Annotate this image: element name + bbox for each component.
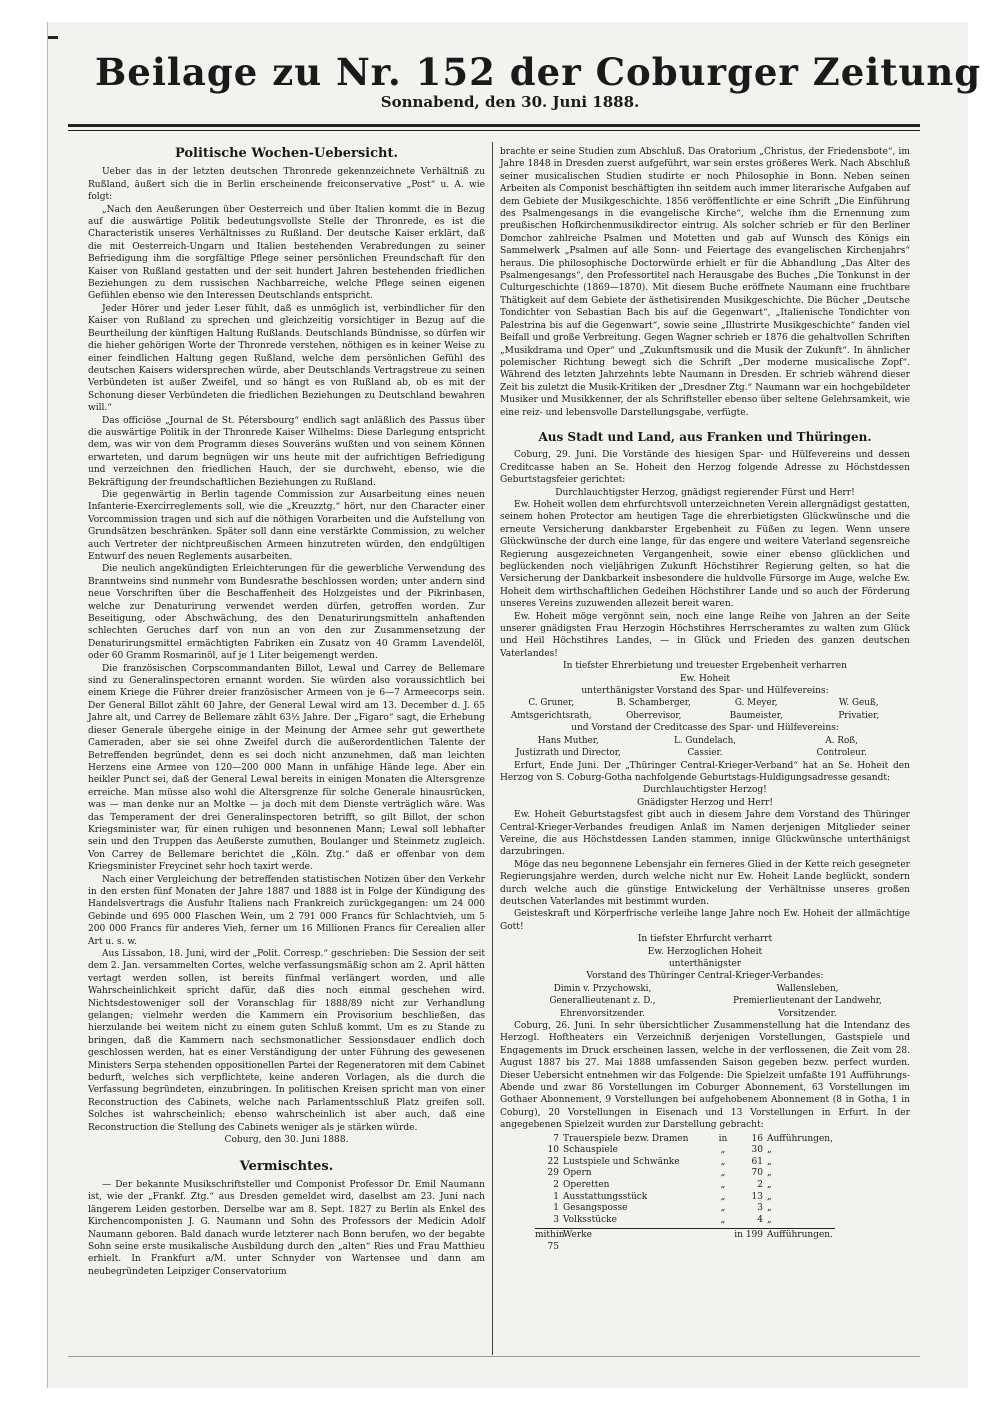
- stats-unit: „: [767, 1145, 772, 1156]
- signature-title: Justizrath und Director,: [515, 748, 621, 759]
- address-closing: In tiefster Ehrfurcht verharrt: [637, 934, 773, 945]
- article-paragraph: Nach einer Vergleichung der betreffenden statistischen Notizen über den Verkehr in den ersten fünf Monaten der Jahre 1887 und 1888 ist in Folge der Kündigung des Handelsvertrags die Ausfuhr Italiens nach Frankreich zurückgegangen: um 24 000 Gebinde und 695 000 Flaschen Wein, um 2 791 000 Francs für Schlachtvieh, um 5 200 000 Francs für anderes Vieh, ferner um 16 Millionen Francs für Cerealien aller Art u. s. w.: [88, 874, 485, 947]
- address-paragraph: Möge das neu begonnene Lebensjahr ein ferneres Glied in der Kette reich gesegneter Regierungsjahre werden, durch welche nicht nur Ew. Hoheit Lande beglückt, sondern durch welche auch die günstige Entwickelung der Verhältnisse unseres großen deutschen Vaterlandes mit bestimmt wurden.: [500, 859, 910, 907]
- signature-name: Wallensleben,: [776, 983, 839, 994]
- stats-genre: Gesangsposse: [563, 1203, 628, 1214]
- supplement-title: Beilage zu Nr. 152 der Coburger Zeitung: [95, 50, 982, 94]
- header-rule-thin: [68, 130, 920, 131]
- stats-genre: Operetten: [563, 1180, 610, 1191]
- stats-unit: Aufführungen,: [767, 1133, 833, 1144]
- signature-title: Ehrenvorsitzender.: [560, 1008, 645, 1019]
- signature-title: Vorsitzender.: [778, 1008, 837, 1019]
- stats-count: 3: [553, 1214, 559, 1225]
- signature-title: Oberrevisor,: [626, 710, 682, 721]
- signature-title: Premierlieutenant der Landwehr,: [733, 996, 882, 1007]
- column-right: [500, 146, 910, 1254]
- stats-unit: „: [767, 1203, 772, 1214]
- stats-sep: „: [720, 1145, 726, 1156]
- stats-genre: Schauspiele: [563, 1145, 618, 1156]
- stats-sep: „: [720, 1214, 726, 1225]
- article-paragraph: Ueber das in der letzten deutschen Thronrede gekennzeichnete Verhältniß zu Rußland, äußert sich die in Berlin erscheinende freiconservative „Post“ u. A. wie folgt:: [88, 167, 485, 203]
- stats-performances: in 199: [734, 1230, 763, 1241]
- signature-name: B. Schamberger,: [616, 698, 691, 709]
- stats-unit: „: [767, 1214, 772, 1225]
- article-paragraph: Das officiöse „Journal de St. Pétersbourg“ endlich sagt anläßlich des Passus über die auswärtige Politik in der Thronrede Kaiser Wilhelms: Diese Darlegung entspricht dem, was wir von dem Programm dieses Souveräns wußten und von seinem Können erwarteten, und darum begnügen wir uns heute mit der aufrichtigen Befriedigung und verzeichnen den friedlichen Hauch, der sie durchweht, ebenso, wie die Bekräftigung der freundschaftlichen Beziehungen zu Rußland.: [88, 415, 485, 488]
- stats-performances: 3: [757, 1203, 763, 1214]
- section-heading-politics: Politische Wochen-Uebersicht.: [174, 146, 399, 161]
- stats-count: mithin 75: [535, 1230, 565, 1253]
- stats-unit: „: [767, 1156, 772, 1167]
- article-paragraph: Aus Lissabon, 18. Juni, wird der „Polit. Corresp.“ geschrieben: Die Session der seit dem 2. Jan. versammelten Cortes, welche verfassungsmäßig schon am 2. April hätten vertagt werden sollen, ist bereits fünfmal verlängert worden, und alle Wahrscheinlichkeit spricht dafür, daß dies noch einmal geschehen wird. Nichtsdestoweniger soll der Voranschlag für 1888/89 nicht zur Verhandlung gelangen; vielmehr werden die Kammern ein Provisorium beschließen, das hierzulande bei weitem nicht zu einem guten Schluß kommt. Um es zu Stande zu bringen, daß die Kammern nach sechsmonatlicher Sessionsdauer endlich doch geschlossen werden, hat es einer Verständigung der unter Führung des gewesenen Ministers Serpa stehenden oppositionellen Partei der Regeneratoren mit dem Cabinet bedurft, welches sich verpflichtete, keine anderen Vorlagen, als die durch die Verfassung begründeten, einzubringen. In politischen Kreisen spricht man von einer Reconstruction des Cabinets, welche nach Parlamentsschluß Platz greifen soll. Solches ist wahrscheinlich; ebenso wahrscheinlich ist aber auch, daß eine Reconstruction die Stellung des Cabinets weniger als je stärken würde.: [88, 949, 485, 1133]
- stats-sep: „: [720, 1156, 726, 1167]
- stats-sep: [713, 1230, 733, 1253]
- section-heading-misc: Vermischtes.: [239, 1158, 334, 1174]
- article-paragraph: Jeder Hörer und jeder Leser fühlt, daß es unmöglich ist, verbindlicher für den Kaiser von Rußland zu sprechen und gleichzeitig vorsichtiger in Bezug auf die Beurtheilung der künftigen Haltung Rußlands. Deutschlands Bündnisse, so dürfen wir die hieher gehörigen Worte der Thronrede verstehen, nöthigen es in keiner Weise zu einer feindlichen Haltung gegen Rußland, welche dem persönlichen Gefühl des deutschen Kaisers widersprechen würde, aber Deutschlands Vertragstreue zu seinen Verbündeten ist außer Zweifel, und so hängt es von Rußland ab, ob es mit der Schonung dieser Verbündeten die friedlichen Beziehungen zu Deutschland bewahren will.“: [88, 303, 485, 414]
- stats-performances: 4: [757, 1214, 763, 1225]
- signature-name: L. Gundelach,: [673, 735, 737, 746]
- stats-unit: „: [767, 1168, 772, 1179]
- stats-performances: 61: [751, 1156, 763, 1167]
- stats-unit: „: [767, 1180, 772, 1191]
- article-paragraph: Die französischen Corpscommandanten Billot, Lewal und Carrey de Bellemare sind zu Generalinspectoren ernannt worden. Sie würden also voraussichtlich bei einem Kriege die Führer dreier französischer Armeen von je 6—7 Armeecorps sein. Der General Billot zählt 60 Jahre, der General Lewal wird am 13. December d. J. 65 Jahre alt, und Carrey de Bellemare zählt 63½ Jahre. Der „Figaro“ sagt, die Erhebung dieser Generale übergehe einige in der Meinung der Armee sehr gut gewerthete Cameraden, aber sie sei ohne Zweifel durch die außerordentlichen Talente der Betreffenden begründet, denn es sei doch nicht anzunehmen, daß man leichten Herzens eine Armee von 120—200 000 Mann in unfähige Hände lege. Aber ein heikler Punct sei, daß der General Lewal bereits in einigen Monaten die Altersgrenze erreiche. Man müsse also wohl die Altersgrenze für solche Generale hinausrücken, was — man denke nur an Moltke — ja doch mit dem Dienste verträglich wäre. Was das Temperament der drei Generalinspectoren betrifft, so gilt Billot, der schon Kriegsminister war, für einen ruhigen und besonnenen Mann; Lewal soll lebhafter sein und den Truppen das Aeußerste zumuthen, Boulanger und Steinmetz zugleich. Von Carrey de Bellemare berichtet die „Köln. Ztg.“ daß er offenbar von dem Kriegsminister Freycinet sehr hoch taxirt werde.: [88, 663, 485, 873]
- signature-title: Baumeister,: [729, 710, 783, 721]
- signature-block: [500, 983, 910, 1020]
- stats-total-row: [535, 1228, 835, 1253]
- stats-count: 10: [547, 1145, 559, 1156]
- address-paragraph: Ew. Hoheit Geburtstagsfest gibt auch in diesem Jahre dem Vorstand des Thüringer Central-Krieger-Verbandes freudigen Anlaß im Namen derjenigen Mitglieder seiner Vereine, die aus Höchstdessen Landen stammen, innige Glückwünsche unterthänigst darzubringen.: [500, 810, 910, 858]
- stats-unit: Aufführungen.: [767, 1230, 833, 1241]
- theatre-report: Coburg, 26. Juni. In sehr übersichtlicher Zusammenstellung hat die Intendanz des Herzogl. Hoftheaters ein Verzeichniß derjenigen Vorstellungen, Gastspiele und Engagements im Druck erscheinen lassen, welche in der verflossenen, die Zeit vom 28. August 1887 bis 27. Mai 1888 umfassenden Saison gegeben bezw. perfect wurden. Dieser Uebersicht entnehmen wir das Folgende: Die Spielzeit umfaßte 191 Aufführungs-Abende und zwar 86 Vorstellungen im Coburger Abonnement, 63 Vorstellungen im Gothaer Abonnement, 9 Vorstellungen bei aufgehobenem Abonnement (8 in Gotha, 1 in Coburg), 20 Vorstellungen in Eisenach und 13 Vorstellungen in Erfurt. In der angegebenen Spielzeit wurden zur Darstellung gebracht:: [500, 1021, 910, 1131]
- stats-unit: „: [767, 1191, 772, 1202]
- signature-name: Hans Muther,: [537, 735, 599, 746]
- stats-performances: 16: [751, 1133, 763, 1144]
- signature-block: [500, 735, 910, 760]
- address-closing: und Vorstand der Creditcasse des Spar- und Hülfevereins:: [571, 723, 839, 734]
- stats-count: 2: [553, 1180, 559, 1191]
- signature-title: Generallieutenant z. D.,: [549, 996, 656, 1007]
- section-heading-regional: Aus Stadt und Land, aus Franken und Thüringen.: [538, 429, 872, 444]
- address-closing: In tiefster Ehrerbietung und treuester Ergebenheit verharren: [563, 661, 847, 672]
- stats-row: [535, 1168, 835, 1180]
- stats-sep: „: [720, 1180, 726, 1191]
- stats-performances: 70: [751, 1168, 763, 1179]
- address-closing: Vorstand des Thüringer Central-Krieger-Verbandes:: [586, 971, 824, 982]
- signature-title: Controleur.: [816, 748, 867, 759]
- stats-row: [535, 1215, 835, 1227]
- stats-row: [535, 1192, 835, 1204]
- signature-name: W. Geuß,: [838, 698, 879, 709]
- address-closing: unterthänigster Vorstand des Spar- und Hülfevereins:: [581, 686, 829, 697]
- signature-title: Privatier,: [838, 710, 880, 721]
- stats-genre: Opern: [563, 1168, 592, 1179]
- article-paragraph: „Nach den Aeußerungen über Oesterreich und über Italien kommt die in Bezug auf die auswärtige Politik bedeutungsvollste Stelle der Thronrede, es ist die Characteristik unseres Verhältnisses zu Rußland. Der deutsche Kaiser erklärt, daß die mit Oesterreich-Ungarn und Italien bestehenden Verabredungen zu seiner Befriedigung ihm die sorgfältige Pflege seiner persönlichen Freundschaft für den Kaiser von Rußland gestatten und der seit hundert Jahren bestehenden friedlichen Beziehungen zu dem russischen Nachbarreiche, welche Pflege seinen eigenen Gefühlen ebenso wie den Interessen Deutschlands entspricht.: [88, 204, 485, 302]
- stats-genre: Ausstattungsstück: [563, 1191, 648, 1202]
- address-closing: Ew. Herzoglichen Hoheit: [647, 946, 763, 957]
- stats-sep: in: [718, 1133, 728, 1144]
- stats-count: 1: [553, 1203, 559, 1214]
- stats-sep: „: [720, 1203, 726, 1214]
- misc-continuation: brachte er seine Studien zum Abschluß. Das Oratorium „Christus, der Friedensbote“, im Jahre 1848 in Dresden zuerst aufgeführt, war sein erstes größeres Werk. Nach Abschluß seiner musicalischen Studien studirte er noch Philosophie in Bonn. Neben seinen Arbeiten als Componist beschäftigten ihn seitdem auch immer literarische Aufgaben auf dem Gebiete der Musikgeschichte. 1856 veröffentlichte er eine Schrift „Die Einführung des Psalmengesangs in die evangelische Kirche“, welche ihm die Ernennung zum preußischen Hofkirchenmusikdirector eintrug. Als solcher schrieb er für den Berliner Domchor zahlreiche Psalmen und Motetten und gab auf Wunsch des Königs ein Sammelwerk „Psalmen auf alle Sonn- und Feiertage des evangelischen Kirchenjahrs“ heraus. Die philosophische Doctorwürde erhielt er für die Abhandlung „Das Alter des Psalmengesangs“, den Professortitel nach Herausgabe des Buches „Die Tonkunst in der Culturgeschichte (1869—1870). Mit diesem Buche eröffnete Naumann eine fruchtbare Thätigkeit auf dem Gebiete der ästhetisirenden Musikgeschichte. Die Bücher „Deutsche Tondichter von Sebastian Bach bis auf die Gegenwart“, „Italienische Tondichter von Palestrina bis auf die Gegenwart“, sowie seine „Illustrirte Musikgeschichte“ fanden viel Beifall und große Verbreitung. Gegen Wagner schrieb er 1876 die gehaltvollen Schriften „Musikdrama und Oper“ und „Zukunftsmusik und die Musik der Zukunft“. In ähnlicher polemischer Richtung bewegt sich die Schrift „Der moderne musicalische Zopf“. Während des letzten Jahrzehnts lebte Naumann in Dresden. Er schrieb während dieser Zeit bis zuletzt die Musik-Kritiken der „Dresdner Ztg.“ Naumann war ein hochgebildeter Musiker und Musikkenner, der als Schriftsteller ebenso über seltene Gelehrsamkeit, wie eine reiz- und lebensvolle Darstellungsgabe, verfügte.: [500, 147, 910, 418]
- erfurt-report: Erfurt, Ende Juni. Der „Thüringer Central-Krieger-Verband“ hat an Se. Hoheit den Herzog von S. Coburg-Gotha nachfolgende Geburtstags-Huldigungsadresse gesandt:: [500, 760, 910, 783]
- theatre-stats-table: [535, 1134, 835, 1254]
- stats-count: 22: [547, 1156, 559, 1167]
- article-paragraph: Die gegenwärtig in Berlin tagende Commission zur Ausarbeitung eines neuen Infanterie-Exercirreglements soll, wie die „Kreuzztg.“ hört, nur den Character einer Vorcommission tragen und sich auf die nöthigen Vorarbeiten und die Aufstellung von Grundsätzen beschränken. Später soll dann eine verstärkte Commission, zu welcher auch Vertreter der nichtpreußischen Armeen hinzutreten würden, den endgültigen Entwurf des neuen Reglements ausarbeiten.: [88, 489, 485, 562]
- address-paragraph: Ew. Hoheit wollen dem ehrfurchtsvoll unterzeichneten Verein allergnädigst gestatten, seinem hohen Protector am heutigen Tage die ehrerbietigsten Glückwünsche und die erneute Versicherung dankbarster Ergebenheit zu Füßen zu legen. Wenn unsere Glückwünsche der durch eine lange, für das engere und weitere Vaterland segensreiche Regierung ausgezeichneten Vergangenheit, sowie einer ebenso glücklichen und beglückenden noch vieljährigen Zukunft Höchstihrer Regierung gelten, so hat die Versicherung der Dankbarkeit insbesondere die huldvolle Fürsorge im Auge, welche Ew. Hoheit dem wirthschaftlichen Gedeihen Höchstihrer Lande und so auch der Förderung unseres Vereins zuzuwenden allezeit bereit waren.: [500, 499, 910, 610]
- stats-genre: Lustspiele und Schwänke: [563, 1156, 680, 1167]
- article-paragraph: Die neulich angekündigten Erleichterungen für die gewerbliche Verwendung des Branntweins sind nunmehr vom Bundesrathe beschlossen worden; unter andern sind neue Vorschriften über die Beschaffenheit des Holzgeistes und der Pikrinbasen, welche zur Denaturirung verwendet werden dürfen, getroffen worden. Zur Beseitigung, oder Abschwächung, des den Denaturirungsmitteln anhaftenden schlechten Geruches darf von nun an von den zur Zusammensetzung der Denaturirungsmittel ermächtigten Fabriken ein Zusatz von 40 Gramm Lavendelöl, oder 60 Gramm Rosmarinöl, auf je 1 Liter beigemengt werden.: [88, 564, 485, 662]
- stats-sep: „: [720, 1168, 726, 1179]
- signature-title: Cassier.: [687, 748, 723, 759]
- stats-row: [535, 1157, 835, 1169]
- signature-name: C. Gruner,: [528, 698, 575, 709]
- header-rule-thick: [68, 124, 920, 127]
- stats-genre: Trauerspiele bezw. Dramen: [563, 1133, 689, 1144]
- stats-row: [535, 1180, 835, 1192]
- coburg-report: Coburg, 29. Juni. Die Vorstände des hiesigen Spar- und Hülfevereins und dessen Creditcasse haben an Se. Hoheit den Herzog folgende Adresse zu Höchstdessen Geburtstagsfeier gerichtet:: [500, 450, 910, 486]
- stats-performances: 30: [751, 1145, 763, 1156]
- column-left: [88, 146, 485, 1278]
- stats-row: [535, 1134, 835, 1146]
- address-salutation: Gnädigster Herzog und Herr!: [636, 797, 774, 808]
- signature-block: [500, 697, 910, 722]
- address-closing: unterthänigster: [668, 959, 742, 969]
- signature-name: A. Roß,: [825, 735, 858, 746]
- address-paragraph: Geisteskraft und Körperfrische verleihe lange Jahre noch Ew. Hoheit der allmächtige Gott!: [500, 909, 910, 932]
- address-closing: Ew. Hoheit: [679, 673, 731, 684]
- stats-count: 7: [553, 1133, 559, 1144]
- stats-performances: 13: [751, 1191, 763, 1202]
- stats-row: [535, 1203, 835, 1215]
- stats-sep: „: [720, 1191, 726, 1202]
- stats-row: [535, 1145, 835, 1157]
- stats-genre: Volksstücke: [563, 1214, 617, 1225]
- edge-mark: [48, 36, 58, 39]
- misc-paragraph: — Der bekannte Musikschriftsteller und Componist Professor Dr. Emil Naumann ist, wie der „Frankf. Ztg.“ aus Dresden gemeldet wird, daselbst am 23. Juni nach längerem Leiden gestorben. Derselbe war am 8. Sept. 1827 zu Berlin als Enkel des Kirchencomponisten J. G. Naumann und Sohn des Professors der Medicin Adolf Naumann geboren. Bald danach wurde letzterer nach Bonn berufen, wo der begabte Sohn seine erste musikalische Ausbildung durch den „alten“ Ries und Frau Matthieu erhielt. In Frankfurt a/M. unter Schnyder von Wartensee und dann am neubegründeten Leipziger Conservatorium: [88, 1179, 485, 1277]
- page-bottom-rule: [68, 1356, 920, 1357]
- politics-signoff: Coburg, den 30. Juni 1888.: [224, 1135, 349, 1146]
- stats-count: 1: [553, 1191, 559, 1202]
- signature-name: G. Meyer,: [734, 698, 778, 709]
- address-salutation: Durchlauchtigster Herzog, gnädigst regierender Fürst und Herr!: [555, 487, 855, 498]
- signature-name: Dimin v. Przychowski,: [553, 983, 652, 994]
- address-paragraph: Ew. Hoheit möge vergönnt sein, noch eine lange Reihe von Jahren an der Seite unserer gnädigsten Frau Herzogin Höchstihres Herrscheramtes zu walten zum Glück und Heil Höchstihres Landes, — in Glück und Frieden des ganzen deutschen Vaterlandes!: [500, 611, 910, 659]
- column-divider: [492, 142, 493, 1355]
- stats-performances: 2: [757, 1180, 763, 1191]
- signature-title: Amtsgerichtsrath,: [510, 710, 592, 721]
- stats-genre: Werke: [563, 1230, 592, 1241]
- address-salutation: Durchlauchtigster Herzog!: [643, 785, 767, 796]
- issue-date: Sonnabend, den 30. Juni 1888.: [380, 93, 640, 111]
- stats-count: 29: [547, 1168, 559, 1179]
